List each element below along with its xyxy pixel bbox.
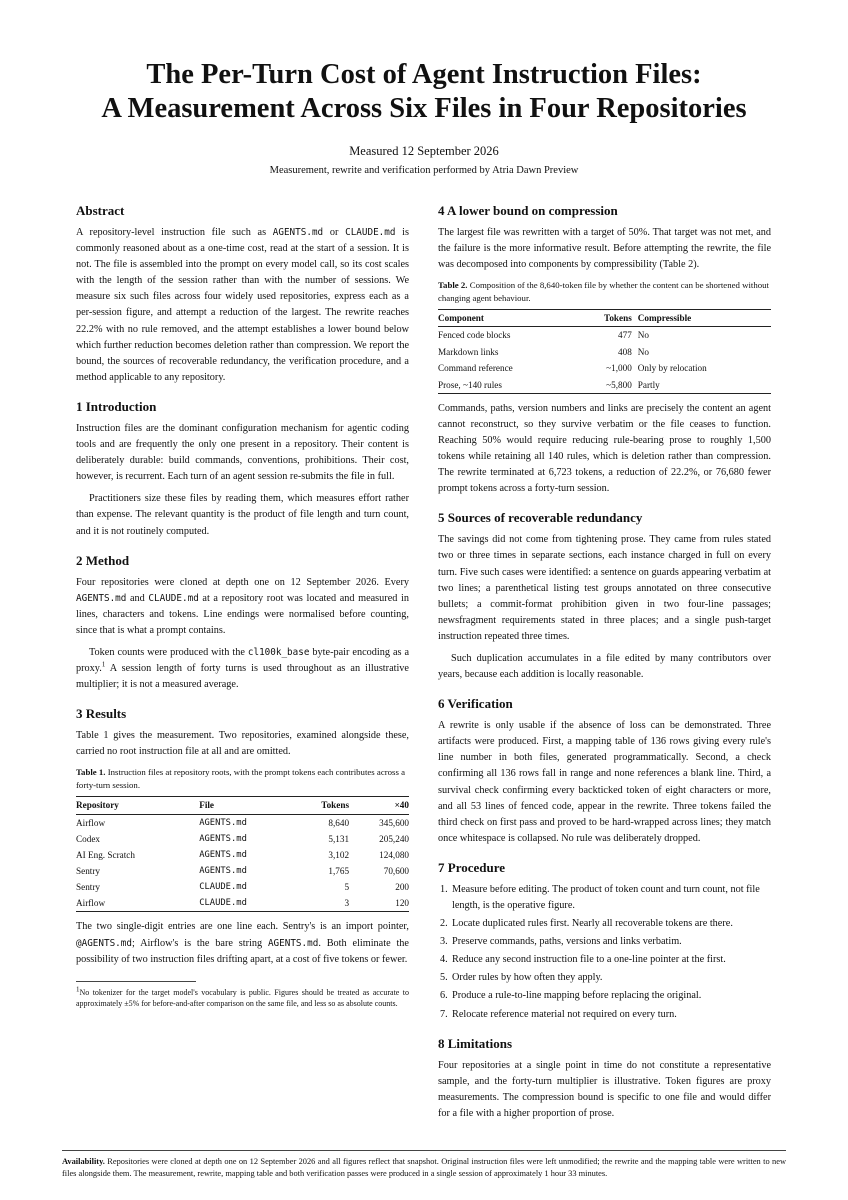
right-column [438, 203, 771, 1135]
method-paragraph-1: Four repositories were cloned at depth one on 12 September 2026. Every AGENTS.md and CLAUDE.md at a repository root was located and measured in lines, characters and tokens. Line endings were normalised before counting, since that is what a prompt contains. [76, 576, 409, 636]
table-1-col-file: File [199, 797, 299, 814]
title-line-2: A Measurement Across Six Files in Four Repositories [101, 93, 747, 124]
footnote-divider [76, 981, 196, 982]
table-row: Command reference ~1,000 Only by relocation [438, 363, 707, 374]
footer-divider [62, 1150, 786, 1151]
byline: Measurement, rewrite and verification performed by Atria Dawn Preview [269, 165, 579, 176]
footnote-1: $^1$No tokenizer for the target model's vocabulary is public. Figures should be treated as accurate to approximately ±5% for before-and-after comparison on the same file, and less so as absolute counts. [76, 985, 409, 1008]
abstract-heading: Abstract [76, 203, 125, 218]
table-row: Sentry CLAUDE.md 5 200 [76, 882, 409, 893]
table-row: Codex AGENTS.md 5,131 205,240 [76, 833, 409, 844]
table-1 [76, 796, 409, 912]
table-row: Airflow AGENTS.md 8,640 345,600 [76, 817, 409, 828]
table-2-caption: Table 2. Composition of the 8,640-token file by whether the content can be shortened without changing agent behaviour. [438, 280, 769, 304]
results-heading: 3 Results [76, 706, 127, 722]
redundancy-section [438, 510, 771, 683]
list-item: 2. Locate duplicated rules first. Nearly all recoverable tokens are there. [440, 918, 733, 930]
lower-bound-paragraph-1: The largest file was rewritten with a target of 50%. That target was not met, and the failure is the more informative result. Before attempting the rewrite, the file was decomposed into components by compressibility (Table 2). [438, 227, 771, 271]
table-row: Airflow CLAUDE.md 3 120 [76, 895, 409, 912]
redundancy-heading: 5 Sources of recoverable redundancy [438, 510, 643, 526]
table-1-caption: Table 1. Instruction files at repository roots, with the prompt tokens each contributes across a forty-turn session. [76, 767, 406, 791]
list-item: 4. Reduce any second instruction file to a one-line pointer at the first. [440, 954, 726, 966]
verification-section [438, 696, 771, 847]
table-2-col-compressible: Compressible [638, 310, 771, 327]
table-1-col-repository: Repository [76, 797, 199, 814]
table-1-header-row [76, 797, 409, 814]
lower-bound-heading: 4 A lower bound on compression [438, 203, 618, 218]
limitations-section [438, 1036, 771, 1122]
introduction-paragraph-2: Practitioners size these files by reading them, which measures effort rather than expense. The relevant quantity is the product of file length and turn count, and it is not routinely computed. [76, 493, 409, 537]
list-item: 1. Measure before editing. The product of token count and turn count, not file length, is the operative figure. [440, 883, 760, 911]
lower-bound-paragraph-2: Commands, paths, version numbers and links are precisely the content an agent cannot reconstruct, so they survive verbatim or the file ceases to function. Reaching 50% would require reducing rule-bearing prose to roughly 1,500 tokens while retaining all 140 rules, which is deletion rather than compression. The rewrite terminated at 6,723 tokens, a reduction of 22.2%, or 76,680 fewer prompt tokens across a forty-turn session. [438, 402, 771, 495]
title-line-1: The Per-Turn Cost of Agent Instruction Files: [146, 59, 702, 90]
table-1-col-x40: ×40 [349, 797, 409, 814]
verification-heading: 6 Verification [438, 696, 513, 712]
method-heading: 2 Method [76, 552, 130, 568]
redundancy-paragraph-2: Such duplication accumulates in a file edited by many contributors over years, because each addition is locally reasonable. [438, 652, 771, 681]
list-item: 6. Produce a rule-to-line mapping before replacing the original. [440, 990, 702, 1002]
table-row: Prose, ~140 rules ~5,800 Partly [438, 377, 771, 394]
method-paragraph-2: Token counts were produced with the cl100k_base byte-pair encoding as a proxy.$^1$ A session length of forty turns is used throughout as an illustrative multiplier; it is not a measured average. [76, 646, 410, 691]
list-item: 3. Preserve commands, paths, versions and links verbatim. [440, 936, 682, 948]
abstract-text: A repository-level instruction file such as AGENTS.md or CLAUDE.md is commonly reasoned about as a one-time cost, read at the start of a session. It is not. The file is assembled into the prompt on every model call, so its cost scales with the length of the session rather than with the number of sessions. We measure six such files across four widely used repositories, express each as a per-session figure, and attempt a reduction of the largest. The rewrite reaches 22.2% with no rule removed, and the attempt establishes a lower bound below which further reduction becomes deletion rather than compression. We report the bound, the sources of recoverable redundancy, the verification procedure, and a method applicable to any repository. [76, 227, 410, 383]
table-2 [438, 309, 771, 393]
abstract-section [76, 203, 409, 386]
list-item: 7. Relocate reference material not required on every turn. [440, 1008, 677, 1020]
list-item: 5. Order rules by how often they apply. [440, 972, 603, 984]
results-paragraph-2: The two single-digit entries are one line each. Sentry's is an import pointer, @AGENTS.md; Airflow's is the bare string AGENTS.md. Both eliminate the possibility of two instruction files drifting apart, at a cost of five tokens or fewer. [76, 921, 409, 965]
table-row: Sentry AGENTS.md 1,765 70,600 [76, 866, 409, 877]
paper-title [40, 58, 808, 126]
procedure-section [438, 860, 771, 1023]
left-column [76, 203, 409, 1009]
procedure-list [438, 882, 771, 1023]
footnote-ref[interactable]: 1 [101, 660, 106, 669]
table-1-col-tokens: Tokens [299, 797, 349, 814]
verification-paragraph: A rewrite is only usable if the absence of loss can be demonstrated. Three artifacts were produced. First, a mapping table of 136 rows giving every rule's line number in both files, generated programmatically. Second, a check confirming all 136 rows fall in range and none references a blank line. Third, a survival check confirming every backticked token of eight characters or more, and all 53 lines of fenced code, appear in the rewrite. Three tokens failed the third check on first pass and proved to be hard-wrapped across lines; they match once whitespace is collapsed. No rule was deliberately dropped. [438, 720, 771, 844]
procedure-heading: 7 Procedure [438, 859, 506, 875]
availability-statement: Availability. Repositories were cloned at depth one on 12 September 2026 and all figures reflect that snapshot. Original instruction files were left unmodified; the rewrite and the mapping table were written to new files alongside them. The measurement, rewrite, mapping table and both verification passes were produced in a single session of approximately 1 hour 33 minutes. [62, 1157, 786, 1179]
measured-date: Measured 12 September 2026 [349, 144, 499, 158]
lower-bound-section [438, 203, 771, 497]
limitations-heading: 8 Limitations [438, 1035, 513, 1051]
table-row: Fenced code blocks 477 No [438, 330, 650, 341]
introduction-section [76, 399, 409, 540]
introduction-paragraph-1: Instruction files are the dominant configuration mechanism for agentic coding tools and are frequently the only one present in a repository. Their content is deliberately durable: build commands, conventions, prohibitions. Their cost, however, is recurrent. Each turn of an agent session re-submits the file in full. [76, 422, 409, 483]
table-2-col-component: Component [438, 310, 578, 327]
method-section [76, 553, 409, 694]
table-2-header-row [438, 310, 771, 327]
limitations-paragraph: Four repositories at a single point in time do not constitute a representative sample, and the forty-turn multiplier is illustrative. Token figures are proxy measurements. The compression bound is specific to one file and would differ for a file with a higher proportion of prose. [438, 1059, 771, 1119]
redundancy-paragraph-1: The savings did not come from tightening prose. They came from rules stated two or three times in separate sections, each instance charged in full on every turn. Five such cases were identified: a sentence on guards appearing verbatim at two lines; a parenthetical listing test groups annotated on three consecutive bullets; a commit-format prohibition given in two four-line passages; newsfragment requirements stated in three places; and a single push-target instruction repeated three times. [438, 534, 771, 642]
table-2-col-tokens: Tokens [578, 310, 638, 327]
table-row: AI Eng. Scratch AGENTS.md 3,102 124,080 [76, 849, 409, 860]
results-section [76, 706, 409, 968]
table-row: Markdown links 408 No [438, 346, 650, 357]
introduction-heading: 1 Introduction [76, 398, 157, 414]
results-paragraph-1: Table 1 gives the measurement. Two repositories, examined alongside these, carried no root instruction file at all and are omitted. [76, 730, 409, 758]
